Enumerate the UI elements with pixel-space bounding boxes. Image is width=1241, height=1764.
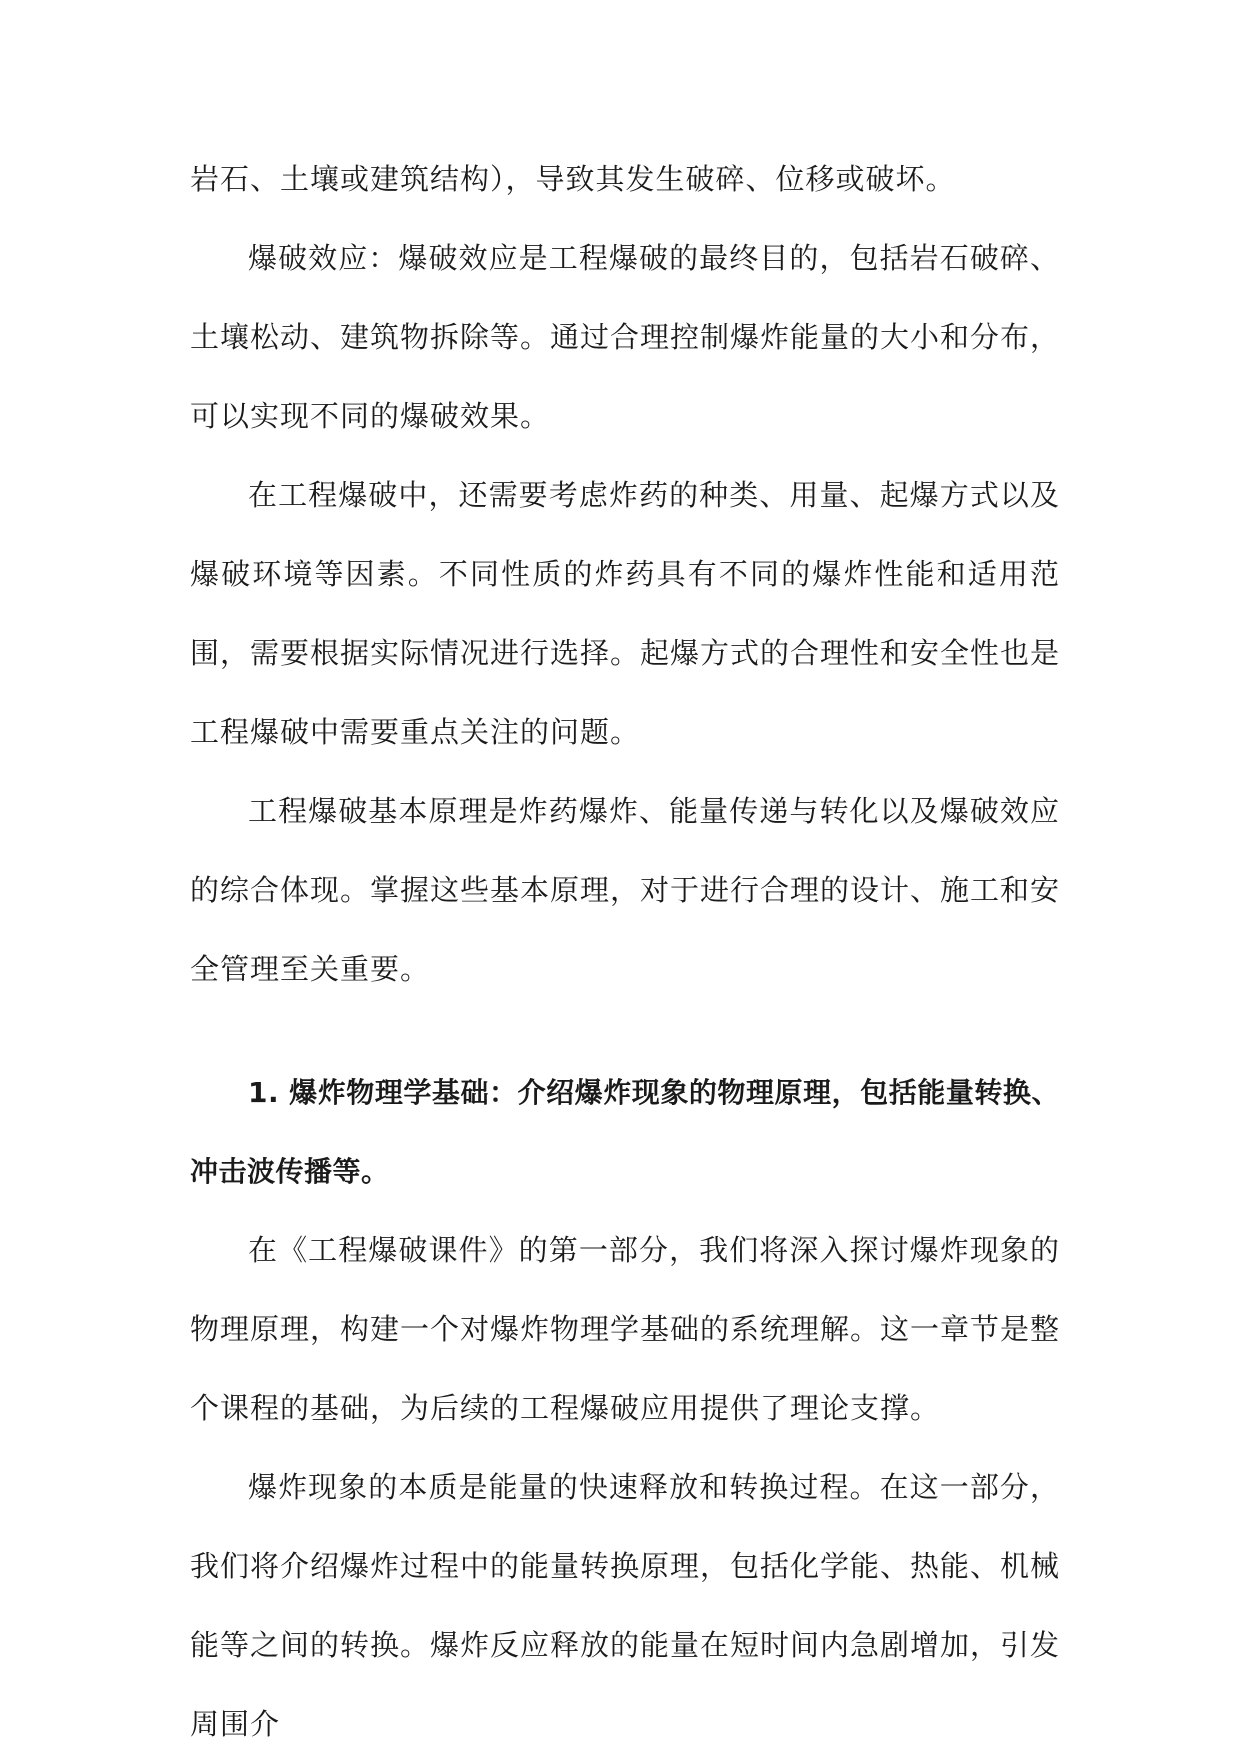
- paragraph-blasting-factors: 在工程爆破中，还需要考虑炸药的种类、用量、起爆方式以及爆破环境等因素。不同性质的炸药具有不同的爆炸性能和适用范围，需要根据实际情况进行选择。起爆方式的合理性和安全性也是工程爆破中需要重点关注的问题。: [190, 478, 1061, 749]
- section-heading: [190, 1053, 1060, 1211]
- paragraph-blasting-effect: 爆破效应：爆破效应是工程爆破的最终目的，包括岩石破碎、土壤松动、建筑物拆除等。通过合理控制爆炸能量的大小和分布，可以实现不同的爆破效果。: [190, 241, 1061, 433]
- section-number: 1.: [248, 1076, 280, 1109]
- paragraph-continuation: 岩石、土壤或建筑结构），导致其发生破碎、位移或破坏。: [190, 162, 956, 196]
- paragraph-part-one-intro: 在《工程爆破课件》的第一部分，我们将深入探讨爆炸现象的物理原理，构建一个对爆炸物理学基础的系统理解。这一章节是整个课程的基础，为后续的工程爆破应用提供了理论支撑。: [190, 1233, 1061, 1425]
- document-body: [190, 140, 1060, 1764]
- section-spacer: [190, 1009, 1060, 1053]
- paragraph-energy-conversion: 爆炸现象的本质是能量的快速释放和转换过程。在这一部分，我们将介绍爆炸过程中的能量转换原理，包括化学能、热能、机械能等之间的转换。爆炸反应释放的能量在短时间内急剧增加，引发周围介: [190, 1470, 1061, 1741]
- section-title: 爆炸物理学基础：介绍爆炸现象的物理原理，包括能量转换、冲击波传播等。: [190, 1076, 1060, 1188]
- paragraph-basic-principles-summary: 工程爆破基本原理是炸药爆炸、能量传递与转化以及爆破效应的综合体现。掌握这些基本原理，对于进行合理的设计、施工和安全管理至关重要。: [190, 794, 1061, 986]
